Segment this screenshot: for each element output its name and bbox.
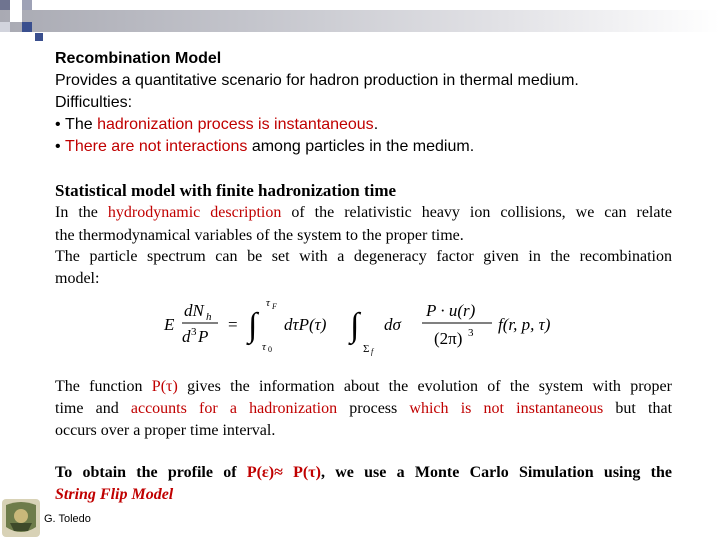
top-title: Recombination Model <box>55 50 222 67</box>
paragraph-line: the thermodynamical variables of the system to the proper time. <box>55 227 464 244</box>
svg-text:dN: dN <box>184 301 204 320</box>
svg-text:3: 3 <box>468 327 474 339</box>
paragraph-line: In the hydrodynamic description of the relativistic heavy ion collisions, we can relate <box>55 204 673 221</box>
svg-text:E: E <box>164 315 175 334</box>
svg-text:h: h <box>206 311 212 323</box>
highlight-text: hadronization process is instantaneous <box>97 116 374 133</box>
spectrum-formula <box>160 292 560 362</box>
highlight-text: There are not interactions <box>65 138 248 155</box>
svg-text:d: d <box>182 327 191 346</box>
decor-square <box>0 0 10 10</box>
svg-text:τ: τ <box>266 297 270 309</box>
bullet-glyph: • <box>55 116 66 133</box>
decor-square <box>35 33 43 41</box>
paragraph-line: The particle spectrum can be set with a degeneracy factor given in the recombination <box>55 248 672 265</box>
paragraph-line: occurs over a proper time interval. <box>55 422 276 439</box>
svg-text:f(r, p, τ): f(r, p, τ) <box>498 315 551 334</box>
bullet-item-1: • The hadronization process is instantaneous. <box>55 116 379 133</box>
paragraph-line: The function P(τ) gives the information about the evolution of the system with proper <box>55 378 672 395</box>
svg-text:P: P <box>198 327 209 346</box>
paragraph-line: time and accounts for a hadronization process which is not instantaneous but that <box>55 400 673 417</box>
section-title: Statistical model with finite hadronization time <box>55 181 397 200</box>
bullet-glyph: • <box>55 138 66 155</box>
top-description: Provides a quantitative scenario for hadron production in thermal medium. <box>55 72 579 89</box>
difficulties-label: Difficulties: <box>55 94 133 111</box>
svg-text:F: F <box>272 302 277 311</box>
svg-text:f: f <box>371 347 374 356</box>
footer-author: G. Toledo <box>44 513 91 525</box>
paragraph-line: model: <box>55 270 100 287</box>
conclusion-line: To obtain the profile of P(ε)≈ P(τ), we use a Monte Carlo Simulation using the <box>55 464 672 481</box>
svg-text:dσ: dσ <box>384 315 401 334</box>
svg-text:0: 0 <box>268 345 272 354</box>
svg-text:P · u(r): P · u(r) <box>426 301 476 320</box>
conclusion-model-name: String Flip Model <box>55 486 174 503</box>
svg-text:dτP(τ): dτP(τ) <box>284 315 327 334</box>
bullet-item-2: • There are not interactions among particles in the medium. <box>55 138 475 155</box>
svg-text:(2π): (2π) <box>434 329 463 348</box>
svg-text:∫: ∫ <box>248 307 258 344</box>
svg-text:τ: τ <box>262 341 266 353</box>
decor-square <box>10 10 22 22</box>
decor-square <box>0 22 10 32</box>
svg-text:Σ: Σ <box>363 343 370 355</box>
svg-text:3: 3 <box>191 326 197 338</box>
decor-square <box>22 22 32 32</box>
svg-text:=: = <box>228 315 238 334</box>
svg-text:∫: ∫ <box>350 307 360 344</box>
header-gradient-bar <box>0 10 720 32</box>
university-seal-icon <box>0 497 42 539</box>
decor-square <box>22 0 32 10</box>
